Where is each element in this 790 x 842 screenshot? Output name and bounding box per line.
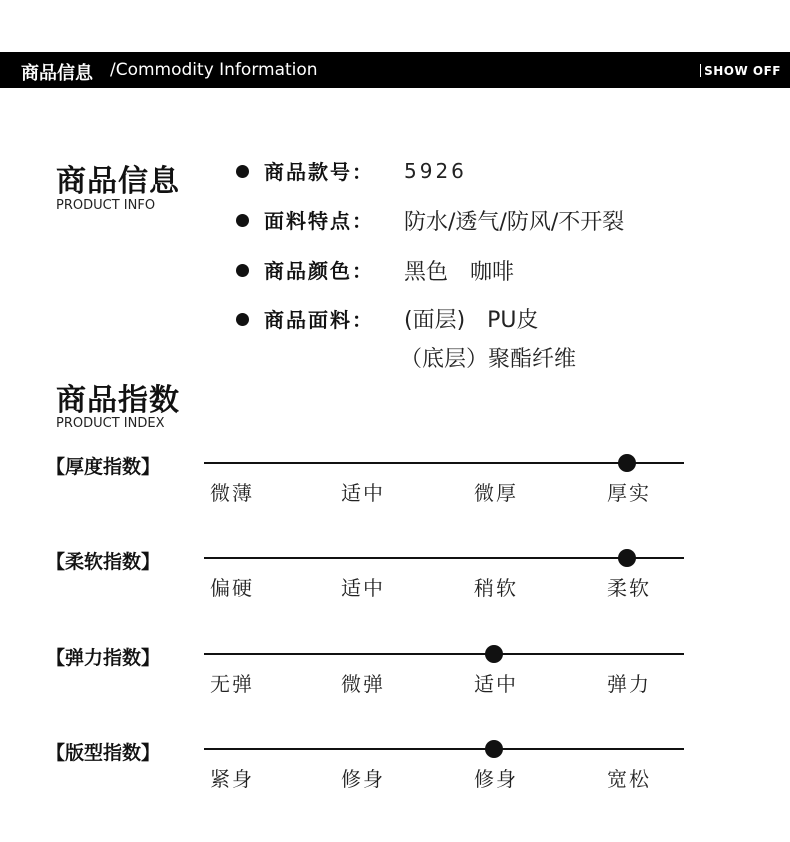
product-info-subtitle: PRODUCT INFO [56,198,156,213]
bullet-icon [236,264,249,277]
info-value: (面层) PU皮 [404,308,539,333]
bullet-icon [236,214,249,227]
info-value: 防水/透气/防风/不开裂 [404,210,625,235]
product-index-subtitle: PRODUCT INDEX [56,416,165,431]
header-title-cn: 商品信息 [21,63,93,84]
index-option: 宽松 [607,767,651,791]
index-scale-line [204,653,684,655]
show-off-text: SHOW OFF [704,64,781,78]
index-scale-line [204,748,684,750]
index-option: 微薄 [210,481,254,505]
index-option: 微弹 [341,672,385,696]
index-option: 柔软 [607,576,651,600]
index-option: 适中 [474,672,518,696]
index-option: 紧身 [210,767,254,791]
index-option: 偏硬 [210,576,254,600]
index-option: 适中 [341,576,385,600]
product-index-title: 商品指数 [56,383,180,418]
index-option: 厚实 [607,481,651,505]
info-value: 5926 [404,159,467,183]
index-scale-line [204,462,684,464]
index-label: 【厚度指数】 [46,456,161,478]
index-marker [618,549,636,567]
index-option: 无弹 [210,672,254,696]
show-off-label [700,64,781,78]
index-marker [485,740,503,758]
bullet-icon [236,313,249,326]
product-info-title: 商品信息 [56,164,180,199]
index-marker [618,454,636,472]
index-scale-line [204,557,684,559]
info-label: 商品款号： [264,160,374,184]
index-label: 【版型指数】 [46,742,161,764]
divider [700,64,701,77]
index-option: 微厚 [474,481,518,505]
index-option: 修身 [341,767,385,791]
index-label: 【弹力指数】 [46,647,161,669]
info-label: 商品颜色： [264,259,374,283]
index-option: 稍软 [474,576,518,600]
index-marker [485,645,503,663]
index-label: 【柔软指数】 [46,551,161,573]
header-title-en: /Commodity Information [110,60,318,80]
info-value: 黑色 咖啡 [404,260,515,285]
index-option: 弹力 [607,672,651,696]
bullet-icon [236,165,249,178]
index-option: 适中 [341,481,385,505]
index-option: 修身 [474,767,518,791]
info-label: 面料特点： [264,209,374,233]
header-bar [0,52,790,88]
info-label: 商品面料： [264,308,374,332]
info-value-2: （底层）聚酯纤维 [400,347,577,372]
